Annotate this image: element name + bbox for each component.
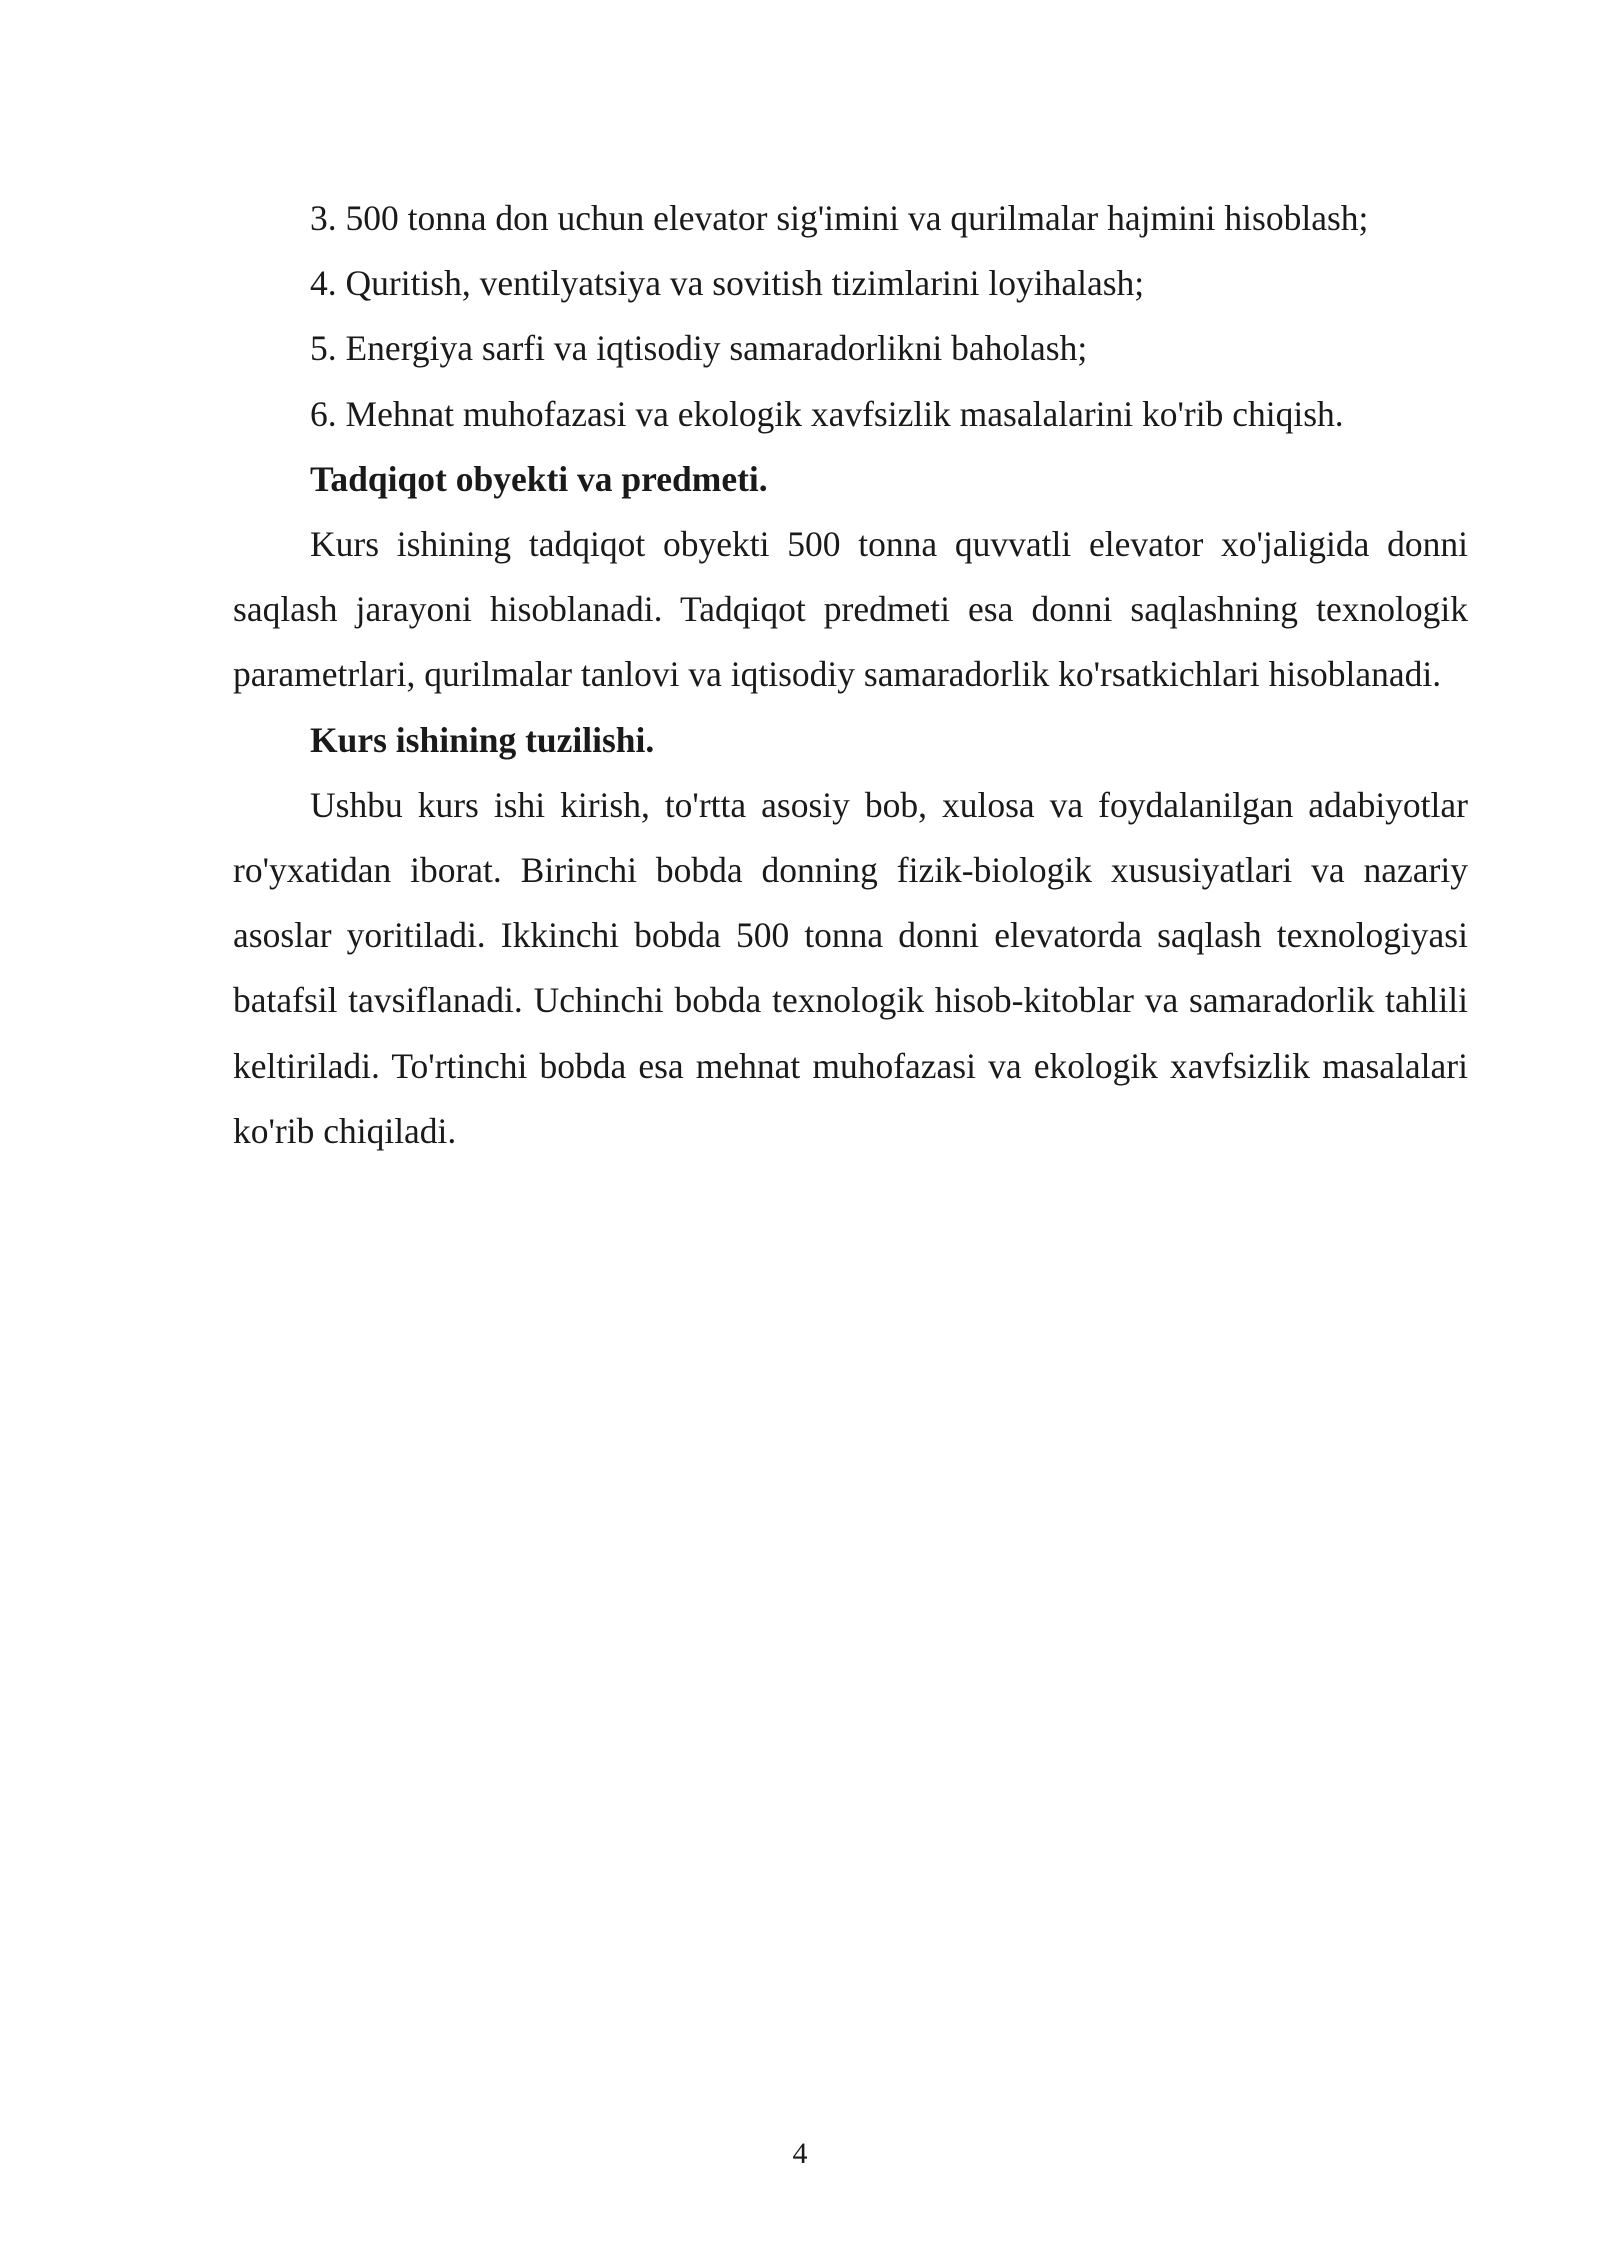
section-heading-research-object: Tadqiqot obyekti va predmeti. <box>310 458 768 499</box>
paragraph-course-structure: Ushbu kurs ishi kirish, to'rtta asosiy bob, xulosa va foydalanilgan adabiyotlar ro'yxatidan iborat. Birinchi bobda donning fizik-biologik xususiyatlari va nazariy asoslar yoritiladi. Ikkinchi bobda 500 tonna donni elevatorda saqlash texnologiyasi batafsil tavsiflanadi. Uchinchi bobda texnologik hisob-kitoblar va samaradorlik tahlili keltiriladi. To'rtinchi bobda esa mehnat muhofazasi va ekologik xavfsizlik masalalari ko'rib chiqiladi. <box>233 784 1468 1151</box>
paragraph-research-object: Kurs ishining tadqiqot obyekti 500 tonna quvvatli elevator xo'jaligida donni saqlash jarayoni hisoblanadi. Tadqiqot predmeti esa donni saqlashning texnologik parametrlari, qurilmalar tanlovi va iqtisodiy samaradorlik ko'rsatkichlari hisoblanadi. <box>233 524 1468 695</box>
list-item: 3. 500 tonna don uchun elevator sig'imini va qurilmalar hajmini hisoblash; <box>310 198 1369 238</box>
list-item: 6. Mehnat muhofazasi va ekologik xavfsizlik masalalarini ko'rib chiqish. <box>310 393 1344 434</box>
list-item: 4. Quritish, ventilyatsiya va sovitish tizimlarini loyihalash; <box>310 263 1145 304</box>
section-heading-course-structure: Kurs ishining tuzilishi. <box>310 719 655 760</box>
page-number: 4 <box>792 2137 808 2170</box>
page-content <box>233 186 1468 1164</box>
list-item: 5. Energiya sarfi va iqtisodiy samaradorlikni baholash; <box>310 328 1088 369</box>
